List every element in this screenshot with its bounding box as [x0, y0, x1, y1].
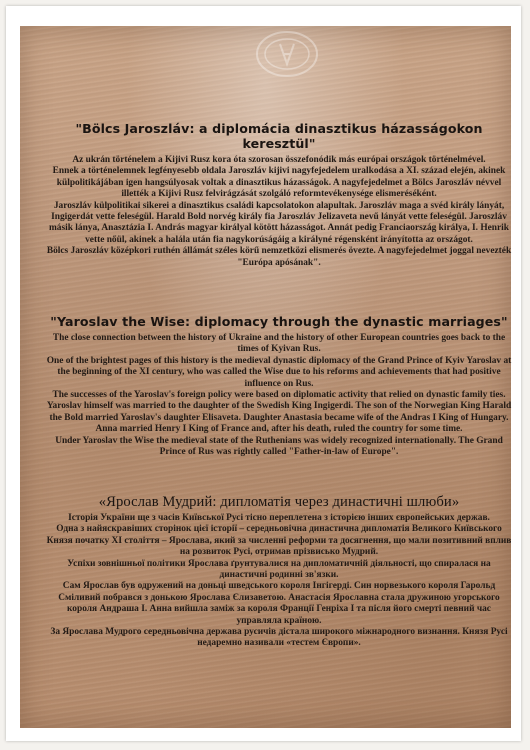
hungarian-paragraph: Bölcs Jaroszláv középkori ruthén állámát széles körű nemzetközi elismerés övezte. A nagyfejedelmet joggal nevezték "Európa apósának".: [46, 246, 512, 268]
ukrainian-section: [44, 494, 514, 650]
english-paragraph: The successes of the Yaroslav's foreign policy were based on diplomatic activity that relied on dynastic family ties. Yaroslav himself was married to the daughter of the Swedish King Ingigerdi. The son of the Norwegian King Harald the Bold married Yaroslav's daughter Elisaveta. Daughter Anastasia became wife of the Andras I King of Hungary. Anna married Henry I King of France and, after his death, ruled the country for some time.: [46, 390, 512, 435]
parchment-panel: [20, 26, 511, 728]
hungarian-section: [44, 121, 514, 269]
hungarian-paragraph: Az ukrán történelem a Kijivi Rusz kora óta szorosan összefonódik más európai országok történelmével.: [72, 155, 486, 165]
ukrainian-paragraph: Історія України ще з часів Київської Русі тісно переплетена з історією інших європейських держав.: [68, 513, 490, 523]
english-heading: "Yaroslav the Wise: diplomacy through the dynastic marriages": [50, 314, 508, 329]
hungarian-paragraph: Ennek a történelemnek legfényesebb oldala Jaroszláv kijivi nagyfejedelem uralkodása a XI. század elején, akinek külpolitikájában igen hangsúlyosak voltak a dinasztikus házasságok. A nagyfejedelmet a Bölcs Jaroszláv névvel illették a Kijivi Rusz felvirágzását szolgáló reformtevékenysége elismeréséként.: [52, 166, 506, 200]
ukrainian-paragraph: За Ярослава Мудрого середньовічна держава русичів дістала широкого міжнародного визнання. Князя Русі недаремно називали «тестем Європи».: [50, 627, 508, 649]
english-paragraph: The close connection between the history of Ukraine and the history of other European countries goes back to the times of Kyivan Rus.: [52, 333, 506, 355]
ukrainian-paragraph: Успіхи зовнішньої політики Ярослава ґрунтувалися на дипломатичній діяльності, що спиралася на династичні родинні зв'язки.: [67, 558, 491, 581]
english-paragraph: Under Yaroslav the Wise the medieval state of the Ruthenians was widely recognized internationally. The Grand Prince of Rus was rightly called "Father-in-law of Europe".: [55, 435, 503, 458]
english-paragraph: One of the brightest pages of this history is the medieval dynastic diplomacy of the Grand Prince of Kyiv Yaroslav at the beginning of the XI century, who was called the Wise due to his reforms and achievements that had positive influence on Rus.: [46, 355, 512, 389]
ukrainian-paragraph: Сам Ярослав був одружений на доньці шведського короля Інгігерді. Син норвезького короля Гарольд Сміливий побрався з донькою Ярослава Єлизаветою. Анастасія Ярославна стала дружиною угорського короля Андраша І. Анна вийшла заміж за короля Франції Генріха І та після його смерті певний час управляла країною.: [58, 581, 500, 626]
ukrainian-heading: «Ярослав Мудрий: дипломатія через династичні шлюби»: [98, 494, 460, 510]
poster-sheet: [6, 6, 521, 741]
hungarian-heading: "Bölcs Jaroszláv: a diplomácia dinasztikus házasságokon keresztül": [75, 121, 483, 151]
hungarian-paragraph: Jaroszláv külpolitikai sikerei a dinasztikus családi kapcsolatokon alapultak. Jaroszláv maga a svéd király lányát, Ingigerdát vette feleségül. Harald Bold norvég király fia Jaroszláv Jelizaveta nevű lányát vette feleségül. Jaroszláv másik lánya, Anasztázia I. András magyar királyal kötött házasságot. Annát pedig Franciaország királya, I. Henrik vette nőül, akinek a halála után fia nagykorúságáig a királyné régensként irányította az országot.: [48, 200, 509, 245]
ukrainian-paragraph: Одна з найяскравіших сторінок цієї історії – середньовічна династична дипломатія Великого Київського Князя початку XI століття – Ярослава, який за численні реформи та досягнення, що мали позитивний вплив на розвиток Русі, отримав прізвисько Мудрий.: [46, 524, 512, 558]
english-section: [44, 314, 514, 458]
seal-watermark-icon: [252, 28, 322, 80]
